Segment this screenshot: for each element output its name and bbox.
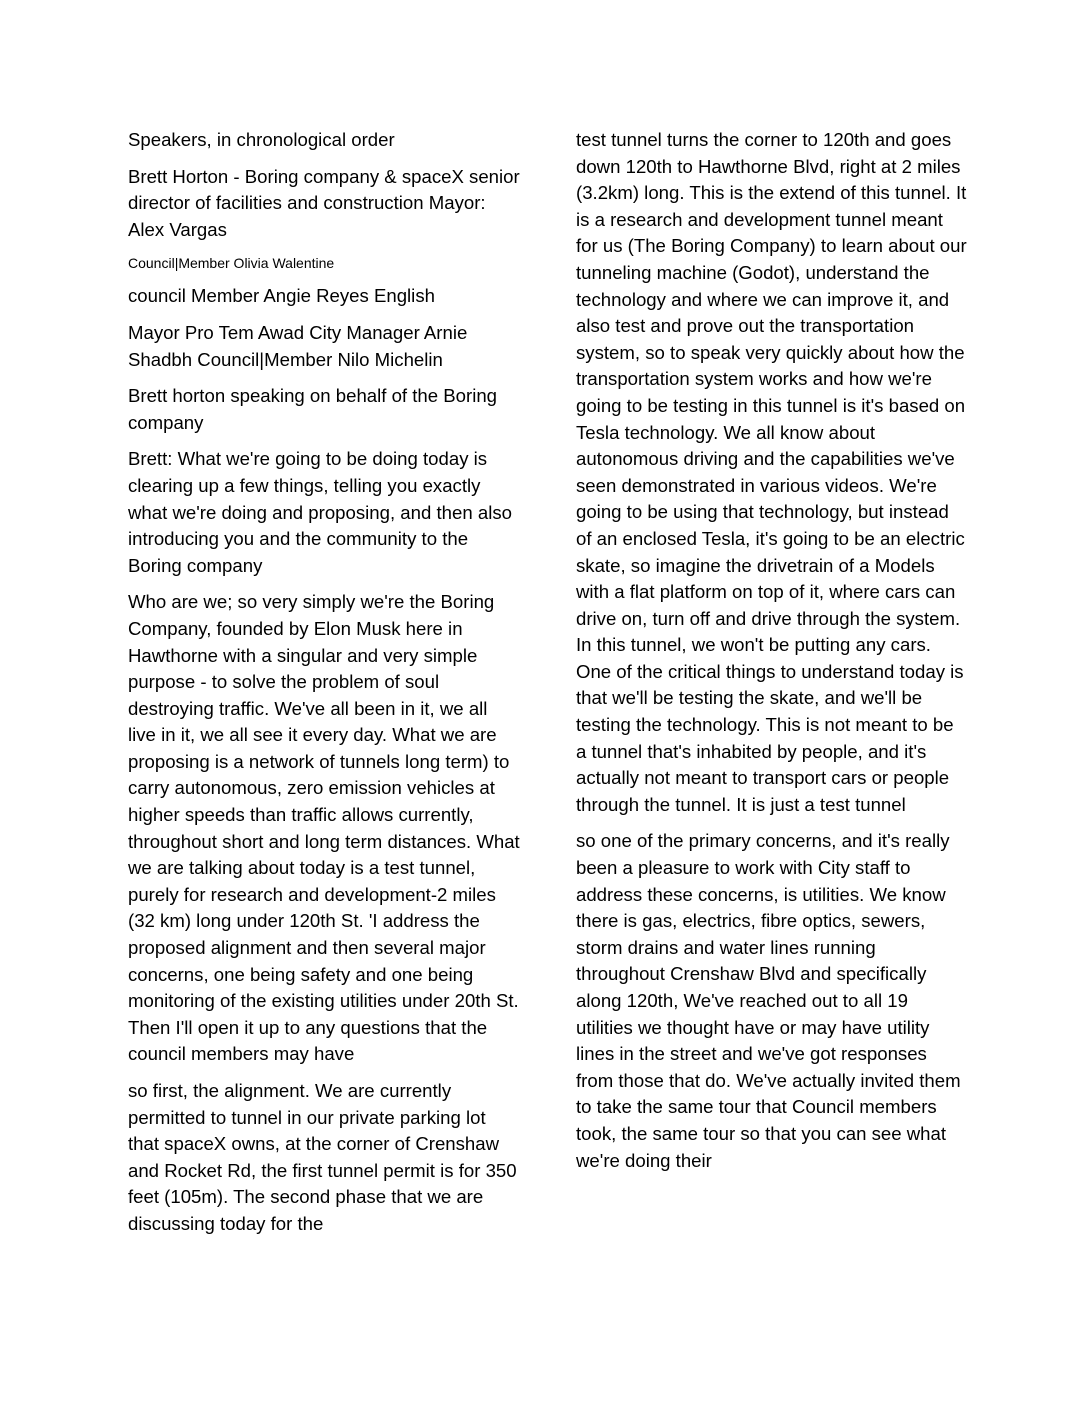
speaker-brett-horton: Brett Horton - Boring company & spaceX senior director of facilities and construction Mayor: Alex Vargas: [128, 165, 520, 240]
alignment-paragraph: so first, the alignment. We are currently permitted to tunnel in our private parking lot that spaceX owns, at the corner of Crenshaw and Rocket Rd, the first tunnel permit is for 350 feet (105m). The second phase that we are discussing today for the: [128, 1080, 517, 1234]
speaker-olivia-walentine: Council|Member Olivia Walentine: [128, 255, 335, 272]
speaker-angie-reyes-english: council Member Angie Reyes English: [128, 285, 435, 307]
brett-behalf-paragraph: Brett horton speaking on behalf of the Boring company: [128, 385, 498, 433]
right-column: [576, 127, 968, 1184]
utilities-paragraph: so one of the primary concerns, and it's really been a pleasure to work with City staff to address these concerns, is utilities. We know there is gas, electrics, fibre optics, sewers, storm drains and water lines running throughout Crenshaw Blvd and specifically along 120th, We've reached out to all 19 utilities we thought have or may have utility lines in the street and we've got responses from those that do. We've actually invited them to take the same tour that Council members took, the same tour so that you can see what we're doing their: [576, 830, 961, 1171]
test-tunnel-paragraph: test tunnel turns the corner to 120th and goes down 120th to Hawthorne Blvd, right at 2 miles (3.2km) long. This is the extend of this tunnel. It is a research and development tunnel meant for us (The Boring Company) to learn about our tunneling machine (Godot), understand the technology and where we can improve it, and also test and prove out the transportation system, so to speak very quickly about how the transportation system works and how we're going to be testing in this tunnel is it's based on Tesla technology. We all know about autonomous driving and the capabilities we've seen demonstrated in various videos. We're going to be using that technology, but instead of an enclosed Tesla, it's going to be an electric skate, so imagine the drivetrain of a Models with a flat platform on top of it, where cars can drive on, turn off and drive through the system. In this tunnel, we won't be putting any cars. One of the critical things to understand today is that we'll be testing the skate, and we'll be testing the technology. This is not meant to be a tunnel that's inhabited by people, and it's actually not meant to transport cars or people through the tunnel. It is just a test tunnel: [576, 129, 967, 815]
speaker-awad-shadbh-michelin: Mayor Pro Tem Awad City Manager Arnie Shadbh Council|Member Nilo Michelin: [128, 321, 468, 370]
brett-intro-paragraph: Brett: What we're going to be doing today is clearing up a few things, telling you exactly what we're doing and proposing, and then also introducing you and the community to the Boring company: [128, 448, 512, 576]
who-are-we-paragraph: Who are we; so very simply we're the Boring Company, founded by Elon Musk here in Hawthorne with a singular and very simple purpose - to solve the problem of soul destroying traffic. We've all been in it, we all live in it, we all see it every day. What we are proposing is a network of tunnels long term) to carry autonomous, zero emission vehicles at higher speeds than traffic allows currently, throughout short and long term distances. What we are talking about today is a test tunnel, purely for research and development-2 miles (32 km) long under 120th St. 'I address the proposed alignment and then several major concerns, one being safety and one being monitoring of the existing utilities under 20th St. Then I'll open it up to any questions that the council members may have: [128, 591, 520, 1065]
left-column: [128, 127, 520, 1248]
speakers-heading: Speakers, in chronological order: [128, 129, 395, 150]
